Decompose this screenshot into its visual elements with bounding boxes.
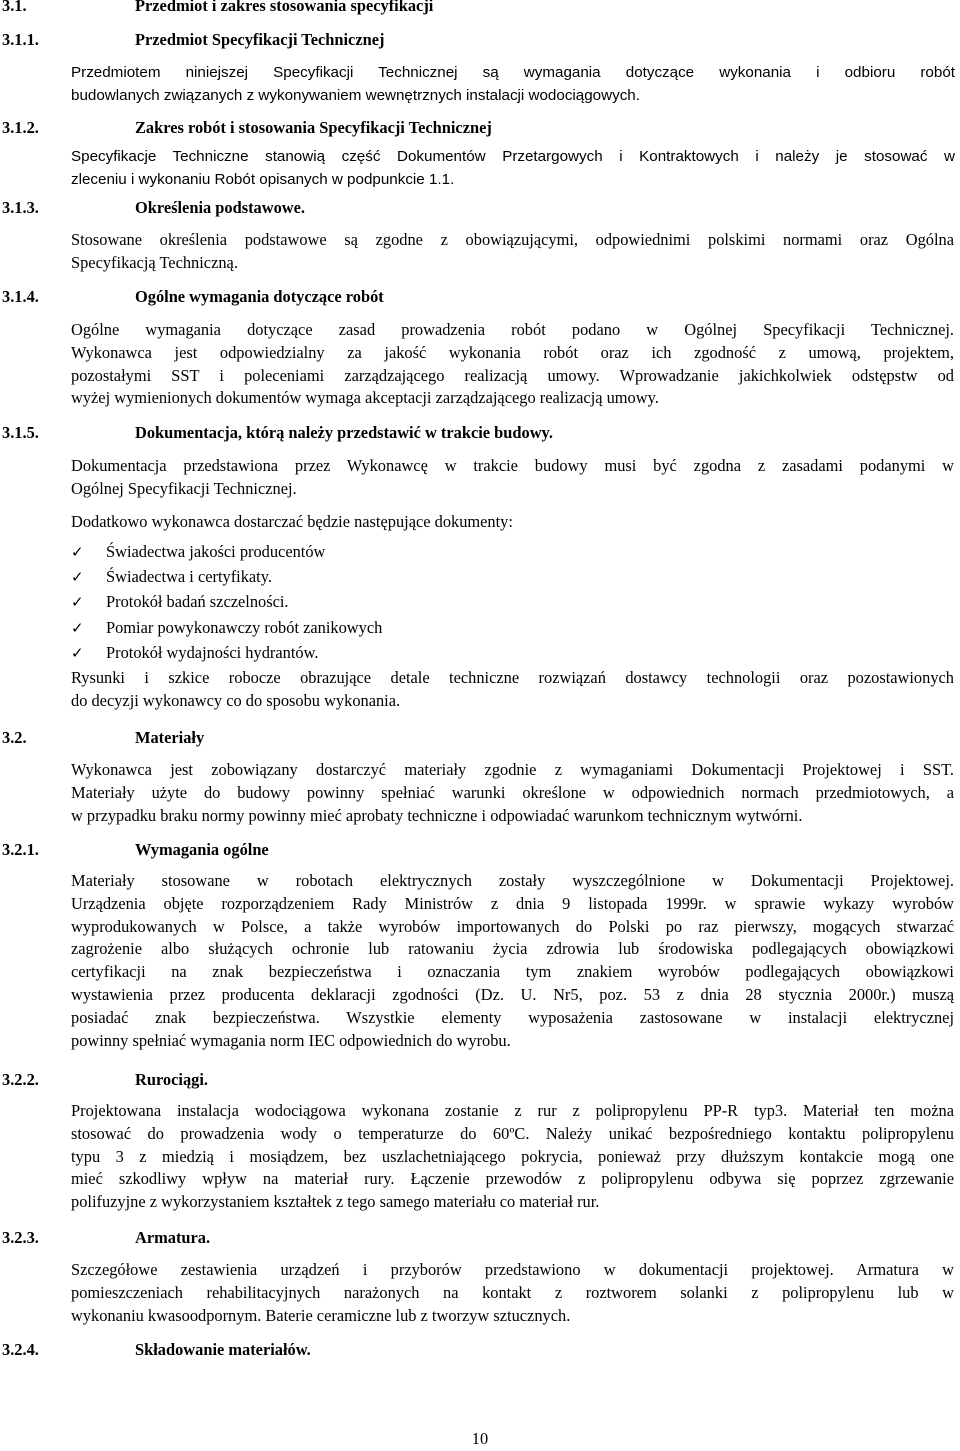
paragraph-line: Projektowana instalacja wodociągowa wykonana zostanie z rur z polipropylenu PP-R typ3. Materiał ten można <box>71 1101 954 1120</box>
section-title: Zakres robót i stosowania Specyfikacji Technicznej <box>135 118 492 137</box>
section-number: 3.2. <box>2 728 27 747</box>
paragraph-line: do decyzji wykonawcy co do sposobu wykonania. <box>71 690 401 710</box>
section-heading <box>2 30 384 50</box>
section-heading <box>2 728 204 748</box>
paragraph-line: budowlanych związanych z wykonywaniem wewnętrznych instalacji wodociągowych. <box>71 86 640 104</box>
section-title: Ogólne wymagania dotyczące robót <box>135 287 384 306</box>
list-item-label: Protokół badań szczelności. <box>106 592 289 612</box>
page-number: 10 <box>471 1429 489 1448</box>
section-title: Określenia podstawowe. <box>135 198 305 217</box>
check-icon: ✓ <box>71 543 84 561</box>
paragraph-line: Wykonawca jest zobowiązany dostarczyć materiały zgodnie z wymaganiami Dokumentacji Projektowej i SST. <box>71 760 954 779</box>
section-number: 3.1. <box>2 0 27 15</box>
list-item <box>71 589 382 614</box>
check-icon: ✓ <box>71 618 84 637</box>
paragraph-line: Specyfikacje Techniczne stanowią część Dokumentów Przetargowych i Kontraktowych i należy je stosować w <box>71 148 955 165</box>
paragraph <box>71 229 954 275</box>
section-title: Przedmiot i zakres stosowania specyfikacji <box>135 0 434 15</box>
paragraph-line: stosować do prowadzenia wody o temperaturze do 60ºC. Należy unikać bezpośredniego kontaktu polipropylenu <box>71 1123 954 1143</box>
paragraph-line: wyżej wymienionych dokumentów wymaga akceptacji zarządzającego realizacją umowy. <box>71 388 659 408</box>
section-title: Armatura. <box>135 1228 211 1247</box>
paragraph-line: mieć szkodliwy wpływ na materiał rury. Łączenie przewodów z polipropylenu odbywa się poprzez zgrzewanie <box>71 1169 954 1189</box>
paragraph-line: polifuzyjne z wykorzystaniem kształtek z tego samego materiału co materiał rur. <box>71 1192 600 1212</box>
paragraph <box>71 62 955 108</box>
section-title: Dokumentacja, którą należy przedstawić w trakcie budowy. <box>135 423 553 442</box>
paragraph-line: Materiały użyte do budowy powinny spełniać warunki określone w odpowiednich normach przedmiotowych, a <box>71 782 954 802</box>
paragraph-line: Materiały stosowane w robotach elektrycznych zostały wyszczególnione w Dokumentacji Projektowej. <box>71 871 954 890</box>
paragraph-line: pomieszczeniach rehabilitacyjnych narażonych na kontakt z roztworem solanki z polipropylenu lub w <box>71 1282 954 1302</box>
check-icon: ✓ <box>71 568 84 587</box>
list-item <box>71 615 382 640</box>
paragraph-line: Szczegółowe zestawienia urządzeń i przyborów przedstawiono w dokumentacji projektowej. Armatura w <box>71 1260 954 1279</box>
section-number: 3.1.4. <box>2 287 39 306</box>
paragraph-line: Dodatkowo wykonawca dostarczać będzie następujące dokumenty: <box>71 512 513 531</box>
section-heading <box>2 118 492 138</box>
paragraph <box>71 1259 954 1327</box>
paragraph-line: w przypadku braku normy powinny mieć aprobaty techniczne i odpowiadać warunkom technicznym wytwórni. <box>71 805 803 825</box>
list-item <box>71 539 382 564</box>
section-number: 3.1.5. <box>2 423 39 442</box>
paragraph-line: Przedmiotem niniejszej Specyfikacji Technicznej są wymagania dotyczące wykonania i odbioru robót <box>71 64 955 81</box>
paragraph <box>71 1100 954 1214</box>
list-item-label: Protokół wydajności hydrantów. <box>106 642 319 662</box>
section-title: Rurociągi. <box>135 1070 208 1089</box>
section-number: 3.1.2. <box>2 118 39 137</box>
list-item <box>71 564 382 589</box>
paragraph-line: wystawienia przez producenta deklaracji zgodności (Dz. U. Nr5, poz. 53 z dnia 28 stycznia 2000r.) muszą <box>71 984 954 1004</box>
section-title: Składowanie materiałów. <box>135 1340 311 1359</box>
paragraph-line: Urządzenia objęte rozporządzeniem Rady Ministrów z dnia 9 listopada 1999r. w sprawie wykazy wyrobów <box>71 893 954 913</box>
section-heading <box>2 840 269 860</box>
list-item-label: Pomiar powykonawczy robót zanikowych <box>106 617 383 637</box>
section-heading <box>2 198 305 218</box>
check-icon: ✓ <box>71 643 84 662</box>
paragraph-line: Stosowane określenia podstawowe są zgodne z obowiązującymi, odpowiednimi polskimi normami oraz Ogólna <box>71 230 954 249</box>
section-heading <box>2 1228 210 1248</box>
section-heading <box>2 1070 208 1090</box>
paragraph-line: certyfikacji na znak bezpieczeństwa i oznaczania tym znakiem wyrobów podlegających obowiązkowi <box>71 962 954 982</box>
paragraph-line: Dokumentacja przedstawiona przez Wykonawcę w trakcie budowy musi być zgodna z zasadami podanymi w <box>71 456 954 475</box>
section-number: 3.2.1. <box>2 840 39 859</box>
paragraph <box>71 759 954 827</box>
section-number: 3.1.1. <box>2 30 39 49</box>
section-heading <box>2 423 553 443</box>
paragraph-line: powinny spełniać wymagania norm IEC odpowiednich do wyrobu. <box>71 1030 511 1050</box>
paragraph <box>71 511 954 534</box>
section-heading <box>2 287 384 307</box>
section-heading <box>2 0 433 16</box>
paragraph-line: pozostałymi SST i poleceniami zarządzającego realizacją umowy. Wprowadzanie jakichkolwiek odstępstw od <box>71 365 954 385</box>
section-number: 3.2.3. <box>2 1228 39 1247</box>
section-heading <box>2 1340 311 1360</box>
paragraph-line: zleceniu i wykonaniu Robót opisanych w podpunkcie 1.1. <box>71 170 455 188</box>
paragraph-line: Ogólnej Specyfikacji Technicznej. <box>71 478 297 498</box>
paragraph <box>71 667 954 713</box>
section-title: Materiały <box>135 728 205 747</box>
paragraph-line: posiadać znak bezpieczeństwa. Wszystkie elementy wyposażenia zastosowane w instalacji elektrycznej <box>71 1007 954 1027</box>
section-number: 3.2.2. <box>2 1070 39 1089</box>
paragraph <box>71 319 954 410</box>
list-item <box>71 640 382 665</box>
section-title: Wymagania ogólne <box>135 840 269 859</box>
paragraph-line: wykonaniu kwasoodpornym. Baterie ceramiczne lub z tworzyw sztucznych. <box>71 1305 571 1325</box>
paragraph <box>71 455 954 501</box>
section-title: Przedmiot Specyfikacji Technicznej <box>135 30 385 49</box>
paragraph <box>71 870 954 1052</box>
check-icon: ✓ <box>71 593 84 612</box>
list-item-label: Świadectwa jakości producentów <box>106 542 326 561</box>
paragraph-line: wyprodukowanych w Polsce, a także wyrobów importowanych do Polski po raz pierwszy, mogących stwarzać <box>71 916 954 936</box>
documents-list <box>71 539 382 665</box>
paragraph-line: Ogólne wymagania dotyczące zasad prowadzenia robót podano w Ogólnej Specyfikacji Technicznej. <box>71 320 954 339</box>
paragraph <box>71 146 955 192</box>
paragraph-line: typu 3 z miedzią i mosiądzem, bez uszlachetniającego pokrycia, ponieważ przy dłuższym kontakcie mogą one <box>71 1146 954 1166</box>
list-item-label: Świadectwa i certyfikaty. <box>106 567 272 587</box>
paragraph-line: Wykonawca jest odpowiedzialny za jakość wykonania robót oraz ich zgodność z umową, projektem, <box>71 342 954 362</box>
paragraph-line: Rysunki i szkice robocze obrazujące detale techniczne rozwiązań dostawcy technologii oraz pozostawionych <box>71 668 954 687</box>
paragraph-line: zagrożenie albo służących ochronie lub ratowaniu życia zdrowia lub środowiska podlegających obowiązkowi <box>71 939 954 959</box>
paragraph-line: Specyfikacją Techniczną. <box>71 252 238 272</box>
section-number: 3.1.3. <box>2 198 39 217</box>
section-number: 3.2.4. <box>2 1340 39 1359</box>
